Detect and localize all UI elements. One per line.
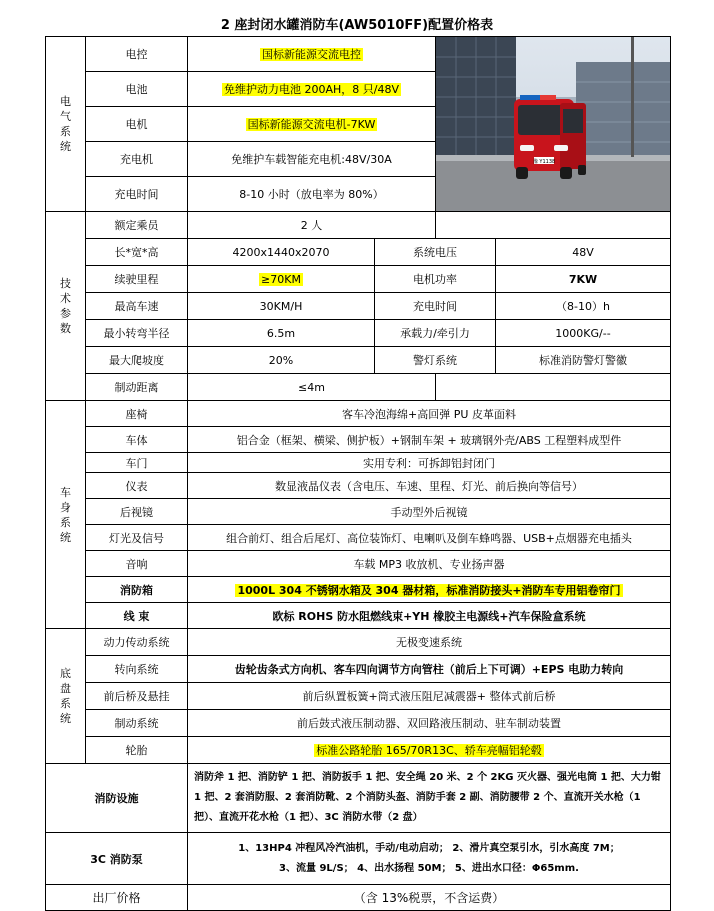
- page-title: 2 座封闭水罐消防车(AW5010FF)配置价格表: [220, 18, 494, 33]
- price-label: 出厂价格: [46, 885, 188, 911]
- section-tech: 技 术 参 数: [46, 212, 86, 401]
- tech-label: 系统电压: [375, 239, 496, 266]
- body-value: 组合前灯、组合后尾灯、高位装饰灯、电喇叭及倒车蜂鸣器、USB+点烟器充电插头: [188, 525, 671, 551]
- tech-label: 警灯系统: [375, 347, 496, 374]
- electric-label: 充电机: [86, 142, 188, 177]
- chassis-value: 前后纵置板簧+筒式液压阻尼减震器+ 整体式前后桥: [188, 683, 671, 710]
- electric-label: 电池: [86, 72, 188, 107]
- electric-value: 免维护车载智能充电机:48V/30A: [188, 142, 436, 177]
- body-value: 车载 MP3 收放机、专业扬声器: [188, 551, 671, 577]
- body-value: 客车冷泡海绵+高回弹 PU 皮革面料: [188, 401, 671, 427]
- tech-label: 最小转弯半径: [86, 320, 188, 347]
- electric-value: 国标新能源交流电机-7KW: [188, 107, 436, 142]
- tech-value: 4200x1440x2070: [188, 239, 375, 266]
- svg-text:豫 Y1138: 豫 Y1138: [532, 159, 556, 165]
- fire-truck-image: [436, 37, 671, 211]
- body-label: 车门: [86, 453, 188, 473]
- tech-empty: [436, 374, 671, 401]
- tech-value: ≥70KM: [188, 266, 375, 293]
- chassis-value: 前后鼓式液压制动器、双回路液压制动、驻车制动装置: [188, 710, 671, 737]
- tech-value: 48V: [496, 239, 671, 266]
- body-value: 手动型外后视镜: [188, 499, 671, 525]
- electric-label: 充电时间: [86, 177, 188, 212]
- body-label: 线 束: [86, 603, 188, 629]
- vehicle-photo: [436, 37, 671, 212]
- chassis-label: 轮胎: [86, 737, 188, 764]
- body-value: 欧标 ROHS 防水阻燃线束+YH 橡胶主电源线+汽车保险盒系统: [188, 603, 671, 629]
- chassis-value: 齿轮齿条式方向机、客车四向调节方向管柱（前后上下可调）+EPS 电助力转向: [188, 656, 671, 683]
- body-label: 灯光及信号: [86, 525, 188, 551]
- equipment-label: 消防设施: [46, 764, 188, 833]
- pump-label: 3C 消防泵: [46, 833, 188, 885]
- body-label: 座椅: [86, 401, 188, 427]
- tech-label: 最高车速: [86, 293, 188, 320]
- body-label: 后视镜: [86, 499, 188, 525]
- electric-value: 国标新能源交流电控: [188, 37, 436, 72]
- section-electric: 电 气 系 统: [46, 37, 86, 212]
- section-body: 车 身 系 统: [46, 401, 86, 629]
- tech-label: 额定乘员: [86, 212, 188, 239]
- tech-value: （8-10）h: [496, 293, 671, 320]
- tech-label: 充电时间: [375, 293, 496, 320]
- electric-value: 免维护动力电池 200AH，8 只/48V: [188, 72, 436, 107]
- body-label: 仪表: [86, 473, 188, 499]
- chassis-label: 前后桥及悬挂: [86, 683, 188, 710]
- chassis-label: 动力传动系统: [86, 629, 188, 656]
- tech-label: 续驶里程: [86, 266, 188, 293]
- tech-value: 标准消防警灯警徽: [496, 347, 671, 374]
- tech-value: 30KM/H: [188, 293, 375, 320]
- tech-label: 制动距离: [86, 374, 188, 401]
- pump-line: 3、流量 9L/S； 4、出水扬程 50M； 5、进出水口径：Φ65mm.: [279, 862, 579, 874]
- tech-label: 最大爬坡度: [86, 347, 188, 374]
- tech-value: 2 人: [188, 212, 436, 239]
- tech-value: 6.5m: [188, 320, 375, 347]
- tech-empty: [436, 212, 671, 239]
- tech-value: 20%: [188, 347, 375, 374]
- body-label: 消防箱: [86, 577, 188, 603]
- section-chassis: 底 盘 系 统: [46, 629, 86, 764]
- chassis-label: 转向系统: [86, 656, 188, 683]
- body-value: 铝合金（框架、横梁、侧护板）+钢制车架 + 玻璃钢外壳/ABS 工程塑料成型件: [188, 427, 671, 453]
- tech-value: ≤4m: [188, 374, 436, 401]
- chassis-label: 制动系统: [86, 710, 188, 737]
- config-table: [45, 36, 671, 911]
- chassis-value: 标准公路轮胎 165/70R13C、轿车亮幅铝轮毂: [188, 737, 671, 764]
- electric-value: 8-10 小时（放电率为 80%）: [188, 177, 436, 212]
- equipment-value: 消防斧 1 把、消防铲 1 把、消防扳手 1 把、安全绳 20 米、2 个 2KG 灭火器、强光电筒 1 把、大力钳 1 把、2 套消防服、2 套消防靴、2 个消防头盔、消防手套 2 副、消防腰带 2 个、直流开关水枪（1 把）、直流开花水枪（1 把）、3C 消防水带（2 盘）: [188, 764, 671, 833]
- chassis-value: 无极变速系统: [188, 629, 671, 656]
- body-value: 数显液晶仪表（含电压、车速、里程、灯光、前后换向等信号）: [188, 473, 671, 499]
- tech-value: 1000KG/--: [496, 320, 671, 347]
- body-label: 音响: [86, 551, 188, 577]
- tech-label: 承载力/牵引力: [375, 320, 496, 347]
- pump-line: 1、13HP4 冲程风冷汽油机，手动/电动启动； 2、滑片真空泵引水，引水高度 7M；: [238, 842, 620, 854]
- electric-label: 电控: [86, 37, 188, 72]
- pump-value: [188, 833, 671, 885]
- tech-value: 7KW: [496, 266, 671, 293]
- body-value: 实用专利：可拆卸铝封闭门: [188, 453, 671, 473]
- body-label: 车体: [86, 427, 188, 453]
- electric-label: 电机: [86, 107, 188, 142]
- price-value: （含 13%税票，不含运费）: [188, 885, 671, 911]
- tech-label: 电机功率: [375, 266, 496, 293]
- body-value: 1000L 304 不锈钢水箱及 304 器材箱，标准消防接头+消防车专用铝卷帘门: [188, 577, 671, 603]
- tech-label: 长*宽*高: [86, 239, 188, 266]
